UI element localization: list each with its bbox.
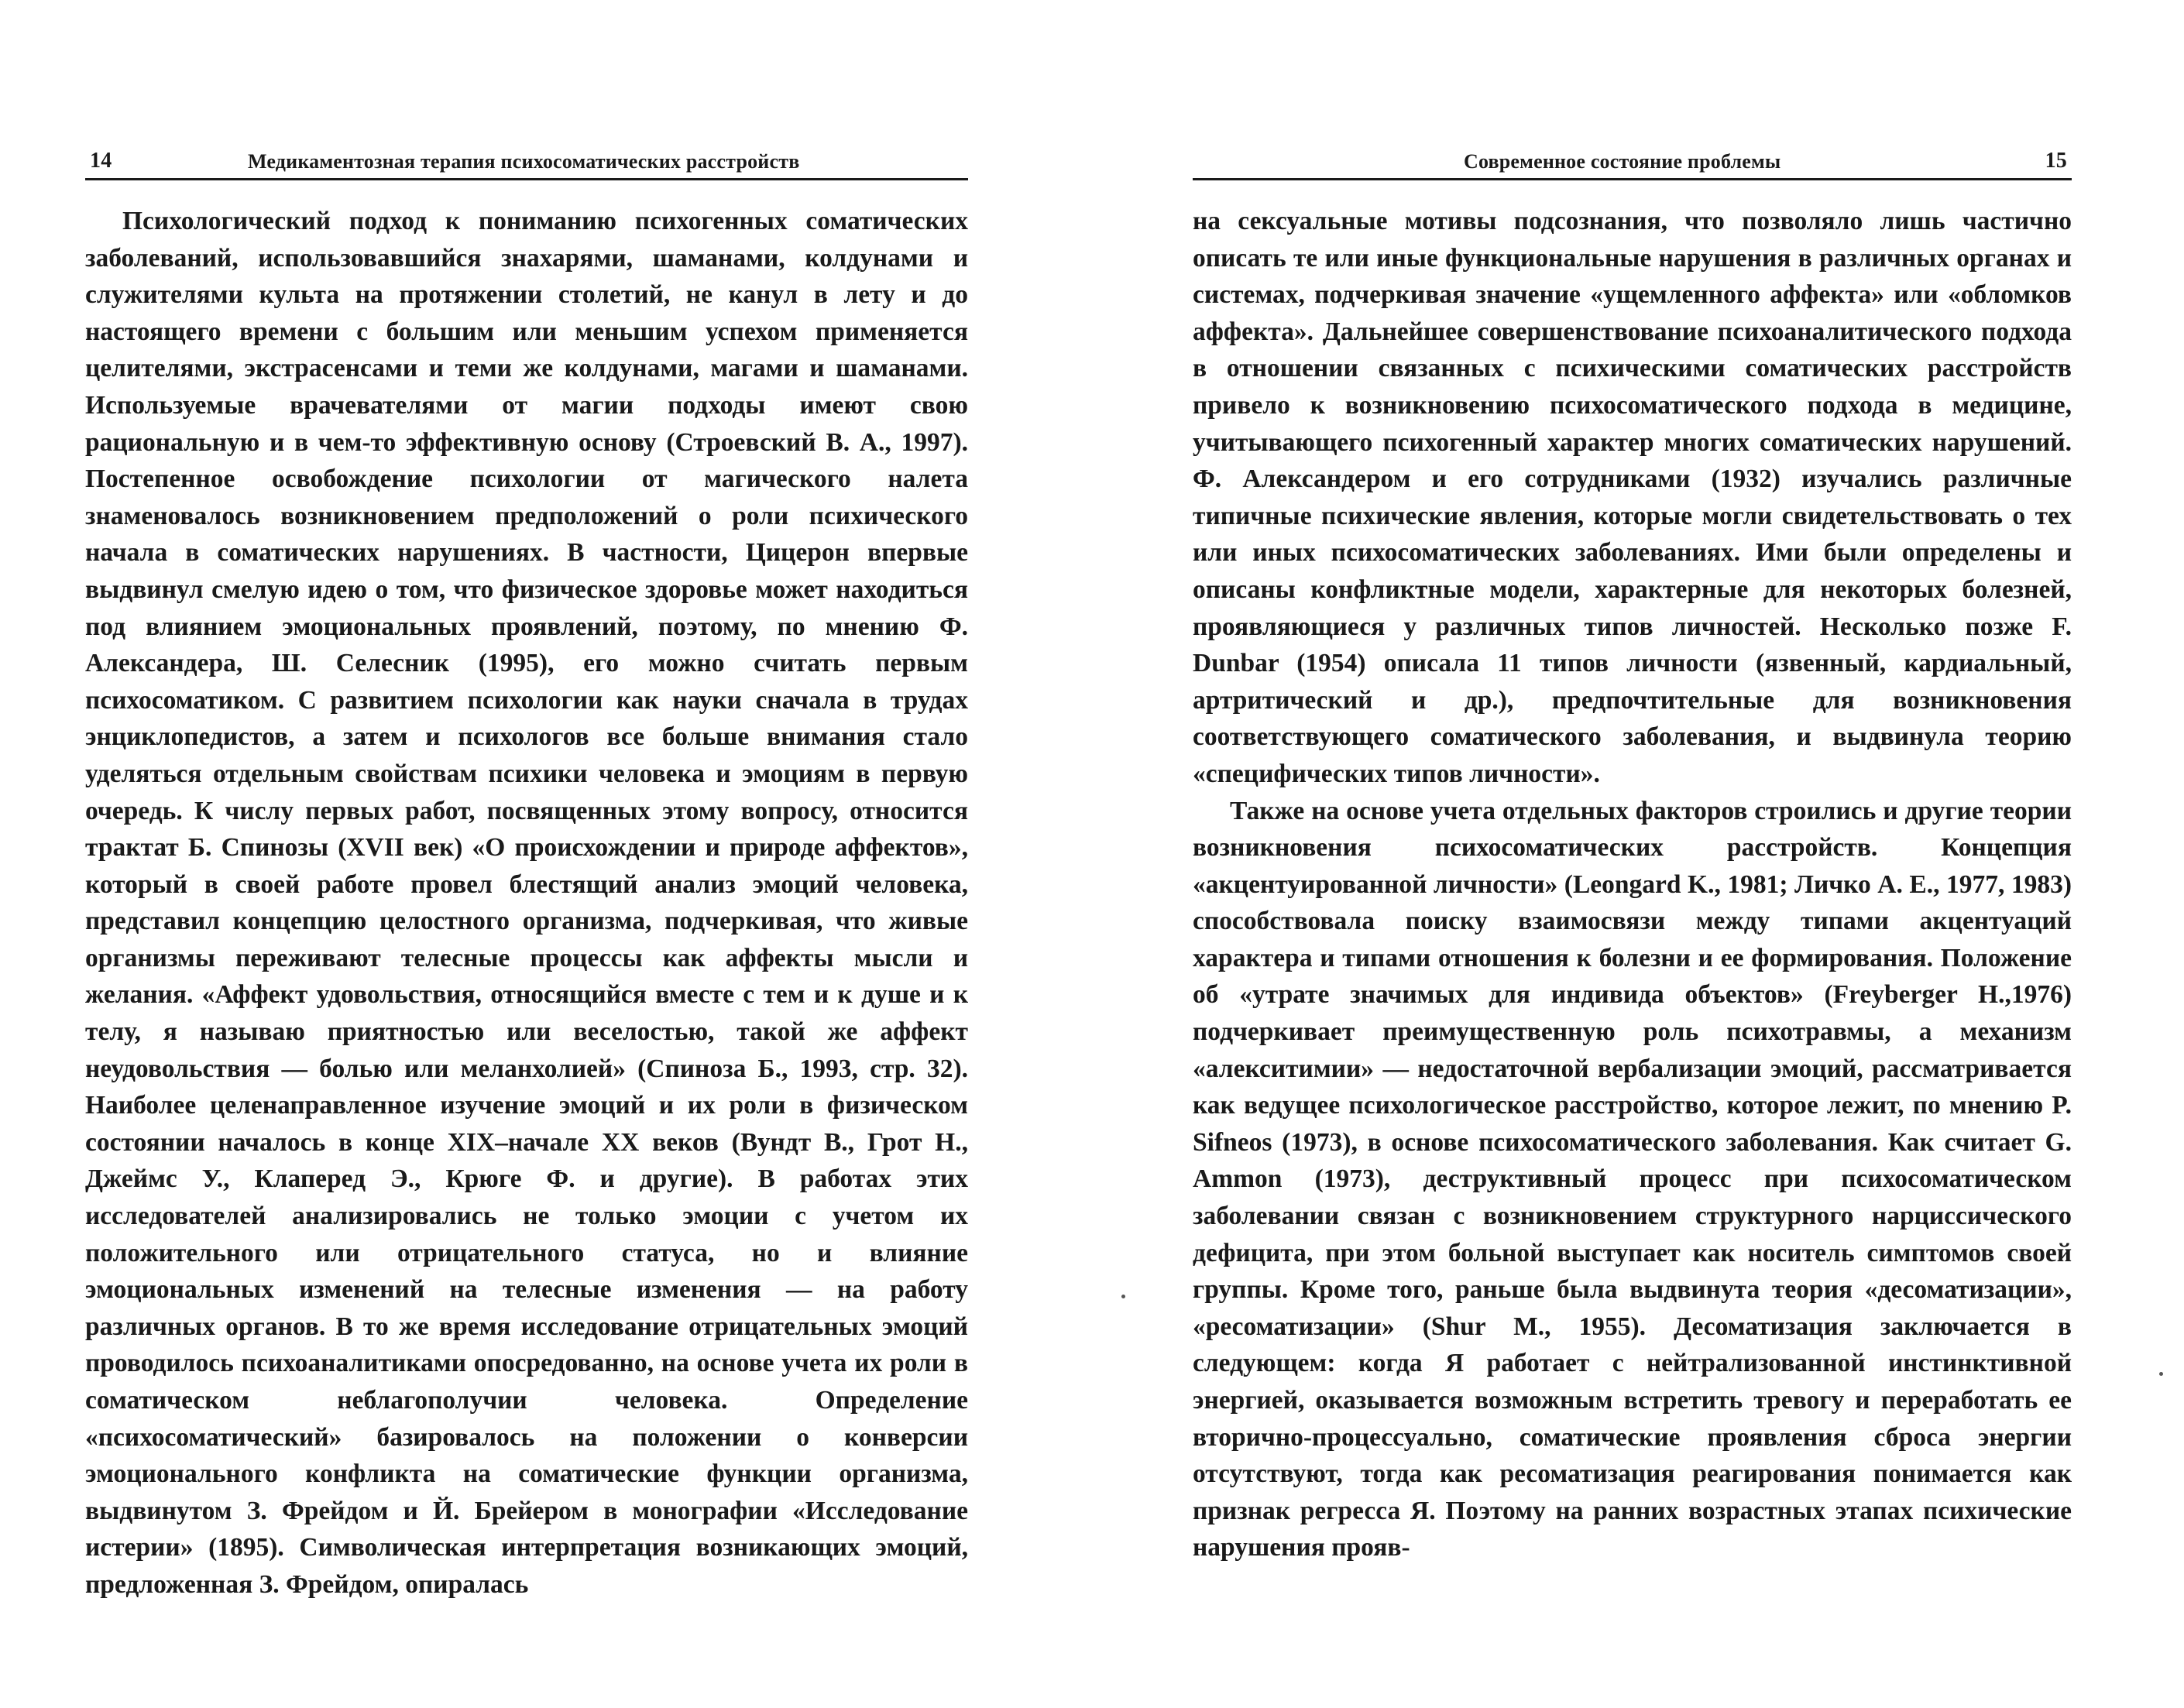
- scan-speck: [2159, 1372, 2163, 1376]
- left-running-title: Медикаментозная терапия психосоматических расстройств: [248, 150, 800, 173]
- right-running-head: [1193, 144, 2072, 180]
- right-page: [1193, 0, 2072, 1708]
- left-page: [85, 0, 968, 1708]
- right-running-title: Современное состояние проблемы: [1464, 150, 1781, 173]
- left-paragraph-1: Психологический подход к пониманию психогенных соматических заболеваний, использовавшийся знахарями, шаманами, колдунами и служителями культа на протяжении столетий, не канул в лету и до настоящего времени с большим или меньшим успехом применяется целителями, экстрасенсами и теми же колдунами, магами и шаманами. Используемые врачевателями от магии подходы имеют свою рациональную и в чем-то эффективную основу (Строевский В. А., 1997). Постепенное освобождение психологии от магического налета знаменовалось возникновением предположений о роли психического начала в соматических нарушениях. В частности, Цицерон впервые выдвинул смелую идею о том, что физическое здоровье может находиться под влиянием эмоциональных проявлений, поэтому, по мнению Ф. Александера, Ш. Селесник (1995), его можно считать первым психосоматиком. С развитием психологии как науки сначала в трудах энциклопедистов, а затем и психологов все больше внимания стало уделяться отдельным свойствам психики человека и эмоциям в первую очередь. К числу первых работ, посвященных этому вопросу, относится трактат Б. Спинозы (XVII век) «О происхождении и природе аффектов», который в своей работе провел блестящий анализ эмоций человека, представил концепцию целостного организма, подчеркивая, что живые организмы переживают телесные процессы как аффекты мысли и желания. «Аффект удовольствия, относящийся вместе с тем и к душе и к телу, я называю приятностью или веселостью, такой же аффект неудовольствия — болью или меланхолией» (Спиноза Б., 1993, стр. 32). Наиболее целенаправленное изучение эмоций и их роли в физическом состоянии началось в конце XIX–начале XX веков (Вундт В., Грот Н., Джеймс У., Клаперед Э., Крюге Ф. и другие). В работах этих исследователей анализировались не только эмоции с учетом их положительного или отрицательного статуса, но и влияние эмоциональных изменений на телесные изменения — на работу различных органов. В то же время исследование отрицательных эмоций проводилось психоаналитиками опосредованно, на основе учета их роли в соматическом неблагополучии человека. Определение «психосоматический» базировалось на положении о конверсии эмоционального конфликта на соматические функции организма, выдвинутом З. Фрейдом и Й. Брейером в монографии «Исследование истерии» (1895). Символическая интерпретация возникающих эмоций, предложенная З. Фрейдом, опиралась: [85, 207, 968, 1599]
- left-running-head: [85, 144, 968, 180]
- right-page-number: 15: [2045, 149, 2067, 173]
- right-body-text: [1193, 203, 2072, 1566]
- left-page-number: 14: [90, 149, 112, 173]
- scan-speck: [1121, 1295, 1125, 1298]
- right-paragraph-1: на сексуальные мотивы подсознания, что позволяло лишь частично описать те или иные функциональные нарушения в различных органах и системах, подчеркивая значение «ущемленного аффекта» или «обломков аффекта». Дальнейшее совершенствование психоаналитического подхода в отношении связанных с психическими соматических расстройств привело к возникновению психосоматического подхода в медицине, учитывающего психогенный характер многих соматических нарушений. Ф. Александером и его сотрудниками (1932) изучались различные типичные психические явления, которые могли свидетельствовать о тех или иных психосоматических заболеваниях. Ими были определены и описаны конфликтные модели, характерные для некоторых болезней, проявляющиеся у различных типов личностей. Несколько позже F. Dunbar (1954) описала 11 типов личности (язвенный, кардиальный, артритический и др.), предпочтительные для возникновения соответствующего соматического заболевания, и выдвинула теорию «специфических типов личности».: [1193, 207, 2072, 788]
- left-body-text: [85, 203, 968, 1603]
- right-paragraph-2: Также на основе учета отдельных факторов строились и другие теории возникновения психосоматических расстройств. Концепция «акцентуированной личности» (Leongard K., 1981; Личко А. Е., 1977, 1983) способствовала поиску взаимосвязи между типами акцентуаций характера и типами отношения к болезни и ее формирования. Положение об «утрате значимых для индивида объектов» (Freyberger H.,1976) подчеркивает преимущественную роль психотравмы, а механизм «алекситимии» — недостаточной вербализации эмоций, рассматривается как ведущее психологическое расстройство, которое лежит, по мнению P. Sifneos (1973), в основе психосоматического заболевания. Как считает G. Ammon (1973), деструктивный процесс при психосоматическом заболевании связан с возникновением структурного нарциссического дефицита, при этом больной выступает как носитель симптомов своей группы. Кроме того, раньше была выдвинута теория «десоматизации», «ресоматизации» (Shur M., 1955). Десоматизация заключается в следующем: когда Я работает с нейтрализованной инстинктивной энергией, оказывается возможным встретить тревогу и переработать ее вторично-процессуально, соматические проявления сброса энергии отсутствуют, тогда как ресоматизация реагирования понимается как признак регресса Я. Поэтому на ранних возрастных этапах психические нарушения прояв-: [1193, 796, 2072, 1562]
